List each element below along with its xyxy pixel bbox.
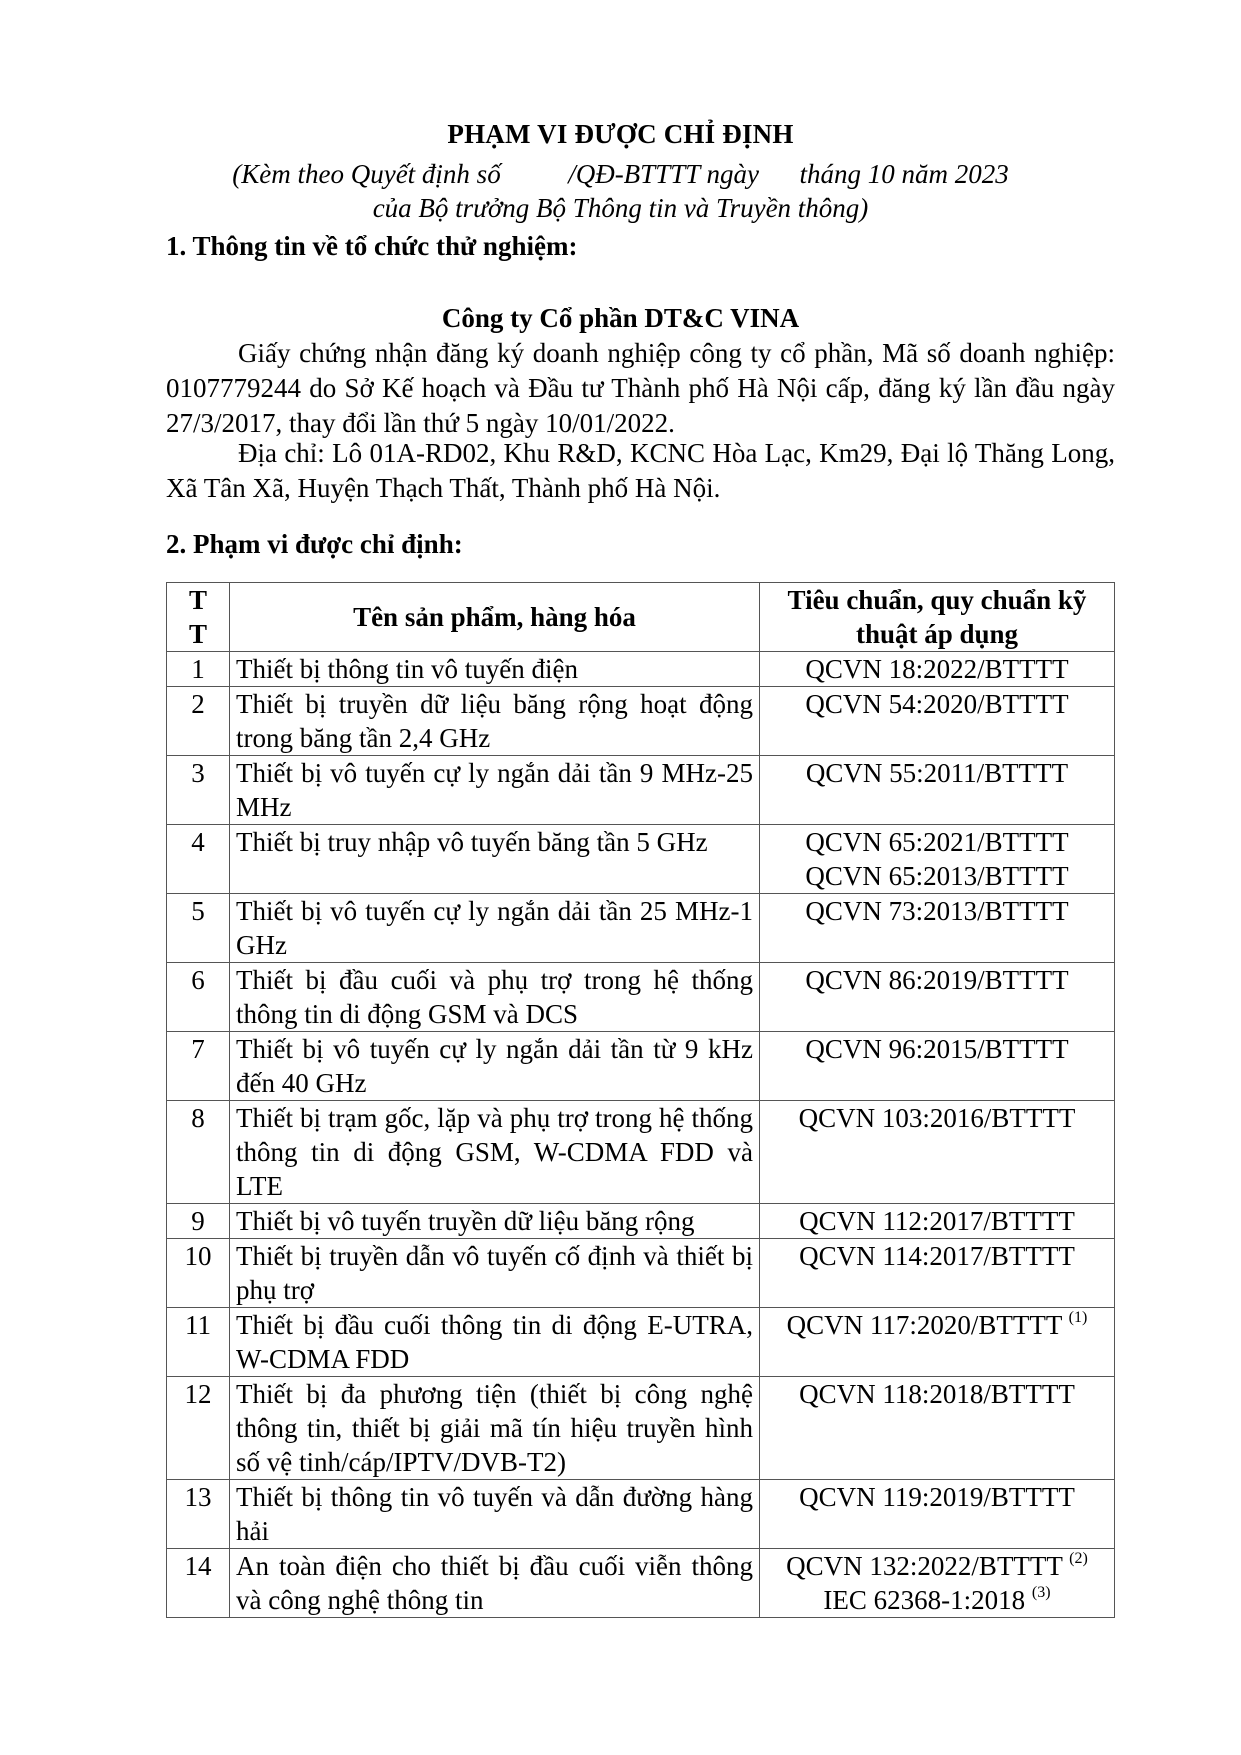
standard-text: QCVN 86:2019/BTTTT xyxy=(805,965,1069,995)
footnote-marker: (3) xyxy=(1031,1584,1051,1601)
standard-cell xyxy=(760,1101,1115,1204)
table-row xyxy=(167,1308,1115,1377)
standard-code xyxy=(766,963,1108,997)
header-product: Tên sản phẩm, hàng hóa xyxy=(230,583,760,652)
standard-text: QCVN 119:2019/BTTTT xyxy=(799,1482,1075,1512)
standard-text: QCVN 117:2020/BTTTT xyxy=(786,1310,1062,1340)
product-name: Thiết bị trạm gốc, lặp và phụ trợ trong hệ thống thông tin di động GSM, W-CDMA FDD và LTE xyxy=(230,1101,760,1204)
standard-code xyxy=(766,1308,1108,1342)
table-row xyxy=(167,963,1115,1032)
standard-text: QCVN 96:2015/BTTTT xyxy=(805,1034,1069,1064)
row-number: 12 xyxy=(167,1377,230,1480)
standard-text: QCVN 132:2022/BTTTT xyxy=(786,1551,1063,1581)
document-subtitle xyxy=(0,157,1241,225)
table-row xyxy=(167,825,1115,894)
standard-cell xyxy=(760,825,1115,894)
standard-code xyxy=(766,1480,1108,1514)
table-row xyxy=(167,756,1115,825)
standard-code xyxy=(766,825,1108,859)
standard-code xyxy=(766,894,1108,928)
registration-paragraph: Giấy chứng nhận đăng ký doanh nghiệp công ty cổ phần, Mã số doanh nghiệp: 0107779244 do Sở Kế hoạch và Đầu tư Thành phố Hà Nội cấp, đăng ký lần đầu ngày 27/3/2017, thay đổi lần thứ 5 ngày 10/01/2022. xyxy=(166,338,1115,438)
footnote-marker: (2) xyxy=(1069,1550,1088,1567)
standard-code xyxy=(766,1239,1108,1273)
standard-text: QCVN 114:2017/BTTTT xyxy=(799,1241,1075,1271)
subtitle-line-1: (Kèm theo Quyết định số /QĐ-BTTTT ngày tháng 10 năm 2023 xyxy=(232,159,1009,189)
header-no-line-2: T xyxy=(188,619,207,649)
row-number: 14 xyxy=(167,1549,230,1618)
standard-code xyxy=(766,687,1108,721)
standard-text: IEC 62368-1:2018 xyxy=(823,1585,1026,1615)
standard-cell xyxy=(760,894,1115,963)
product-name: Thiết bị vô tuyến cự ly ngắn dải tần từ 9 kHz đến 40 GHz xyxy=(230,1032,760,1101)
row-number: 4 xyxy=(167,825,230,894)
standard-code xyxy=(766,1101,1108,1135)
section-1-heading: 1. Thông tin về tổ chức thử nghiệm: xyxy=(166,231,578,261)
standard-cell xyxy=(760,1032,1115,1101)
standard-text: QCVN 103:2016/BTTTT xyxy=(798,1103,1076,1133)
standard-cell xyxy=(760,1239,1115,1308)
table-row xyxy=(167,1377,1115,1480)
product-name: Thiết bị truyền dẫn vô tuyến cố định và thiết bị phụ trợ xyxy=(230,1239,760,1308)
table-row xyxy=(167,1549,1115,1618)
standard-text: QCVN 55:2011/BTTTT xyxy=(805,758,1069,788)
header-no-line-1: T xyxy=(188,585,207,615)
row-number: 3 xyxy=(167,756,230,825)
standard-cell xyxy=(760,1377,1115,1480)
standard-text: QCVN 65:2021/BTTTT xyxy=(805,827,1069,857)
subtitle-line-2: của Bộ trưởng Bộ Thông tin và Truyền thông) xyxy=(372,193,869,223)
standard-text: QCVN 73:2013/BTTTT xyxy=(805,896,1069,926)
standard-cell xyxy=(760,1480,1115,1549)
product-name: Thiết bị thông tin vô tuyến điện xyxy=(230,652,760,687)
header-standard: Tiêu chuẩn, quy chuẩn kỹ thuật áp dụng xyxy=(760,583,1115,652)
row-number: 5 xyxy=(167,894,230,963)
standard-cell xyxy=(760,1204,1115,1239)
company-name: Công ty Cổ phần DT&C VINA xyxy=(441,303,800,333)
row-number: 13 xyxy=(167,1480,230,1549)
address-paragraph: Địa chỉ: Lô 01A-RD02, Khu R&D, KCNC Hòa Lạc, Km29, Đại lộ Thăng Long, Xã Tân Xã, Huyện Thạch Thất, Thành phố Hà Nội. xyxy=(166,438,1115,503)
product-name: Thiết bị vô tuyến truyền dữ liệu băng rộng xyxy=(230,1204,760,1239)
footnote-marker: (1) xyxy=(1068,1309,1088,1326)
standard-cell xyxy=(760,1549,1115,1618)
standard-code xyxy=(766,1549,1108,1583)
header-no xyxy=(167,583,230,652)
row-number: 10 xyxy=(167,1239,230,1308)
document-title: PHẠM VI ĐƯỢC CHỈ ĐỊNH xyxy=(447,119,794,149)
table-row xyxy=(167,1101,1115,1204)
standard-text: QCVN 18:2022/BTTTT xyxy=(805,654,1069,684)
table-body xyxy=(167,652,1115,1618)
standard-code xyxy=(766,652,1108,686)
row-number: 6 xyxy=(167,963,230,1032)
standard-text: QCVN 54:2020/BTTTT xyxy=(805,689,1069,719)
standard-cell xyxy=(760,652,1115,687)
standard-code xyxy=(766,1377,1108,1411)
product-name: Thiết bị vô tuyến cự ly ngắn dải tần 9 MHz-25 MHz xyxy=(230,756,760,825)
table-row xyxy=(167,894,1115,963)
row-number: 1 xyxy=(167,652,230,687)
table-header-row xyxy=(167,583,1115,652)
product-name: Thiết bị truy nhập vô tuyến băng tần 5 GHz xyxy=(230,825,760,894)
product-name: Thiết bị thông tin vô tuyến và dẫn đường hàng hải xyxy=(230,1480,760,1549)
standard-code xyxy=(766,1583,1108,1617)
product-name: Thiết bị đầu cuối và phụ trợ trong hệ thống thông tin di động GSM và DCS xyxy=(230,963,760,1032)
standard-cell xyxy=(760,963,1115,1032)
standard-text: QCVN 112:2017/BTTTT xyxy=(799,1206,1075,1236)
table-row xyxy=(167,1204,1115,1239)
product-name: Thiết bị đầu cuối thông tin di động E-UTRA, W-CDMA FDD xyxy=(230,1308,760,1377)
standard-cell xyxy=(760,756,1115,825)
scope-table xyxy=(166,582,1115,1618)
table-row xyxy=(167,652,1115,687)
product-name: Thiết bị vô tuyến cự ly ngắn dải tần 25 MHz-1 GHz xyxy=(230,894,760,963)
row-number: 7 xyxy=(167,1032,230,1101)
table-row xyxy=(167,1480,1115,1549)
product-name: Thiết bị đa phương tiện (thiết bị công nghệ thông tin, thiết bị giải mã tín hiệu truyền hình số vệ tinh/cáp/IPTV/DVB-T2) xyxy=(230,1377,760,1480)
standard-code xyxy=(766,859,1108,893)
row-number: 2 xyxy=(167,687,230,756)
standard-code xyxy=(766,1204,1108,1238)
table-row xyxy=(167,1032,1115,1101)
standard-code xyxy=(766,756,1108,790)
row-number: 8 xyxy=(167,1101,230,1204)
table-row xyxy=(167,1239,1115,1308)
product-name: An toàn điện cho thiết bị đầu cuối viễn thông và công nghệ thông tin xyxy=(230,1549,760,1618)
row-number: 11 xyxy=(167,1308,230,1377)
standard-text: QCVN 65:2013/BTTTT xyxy=(805,861,1069,891)
product-name: Thiết bị truyền dữ liệu băng rộng hoạt động trong băng tần 2,4 GHz xyxy=(230,687,760,756)
section-2-heading: 2. Phạm vi được chỉ định: xyxy=(166,529,463,559)
standard-code xyxy=(766,1032,1108,1066)
table-row xyxy=(167,687,1115,756)
standard-cell xyxy=(760,1308,1115,1377)
row-number: 9 xyxy=(167,1204,230,1239)
standard-text: QCVN 118:2018/BTTTT xyxy=(799,1379,1075,1409)
standard-cell xyxy=(760,687,1115,756)
